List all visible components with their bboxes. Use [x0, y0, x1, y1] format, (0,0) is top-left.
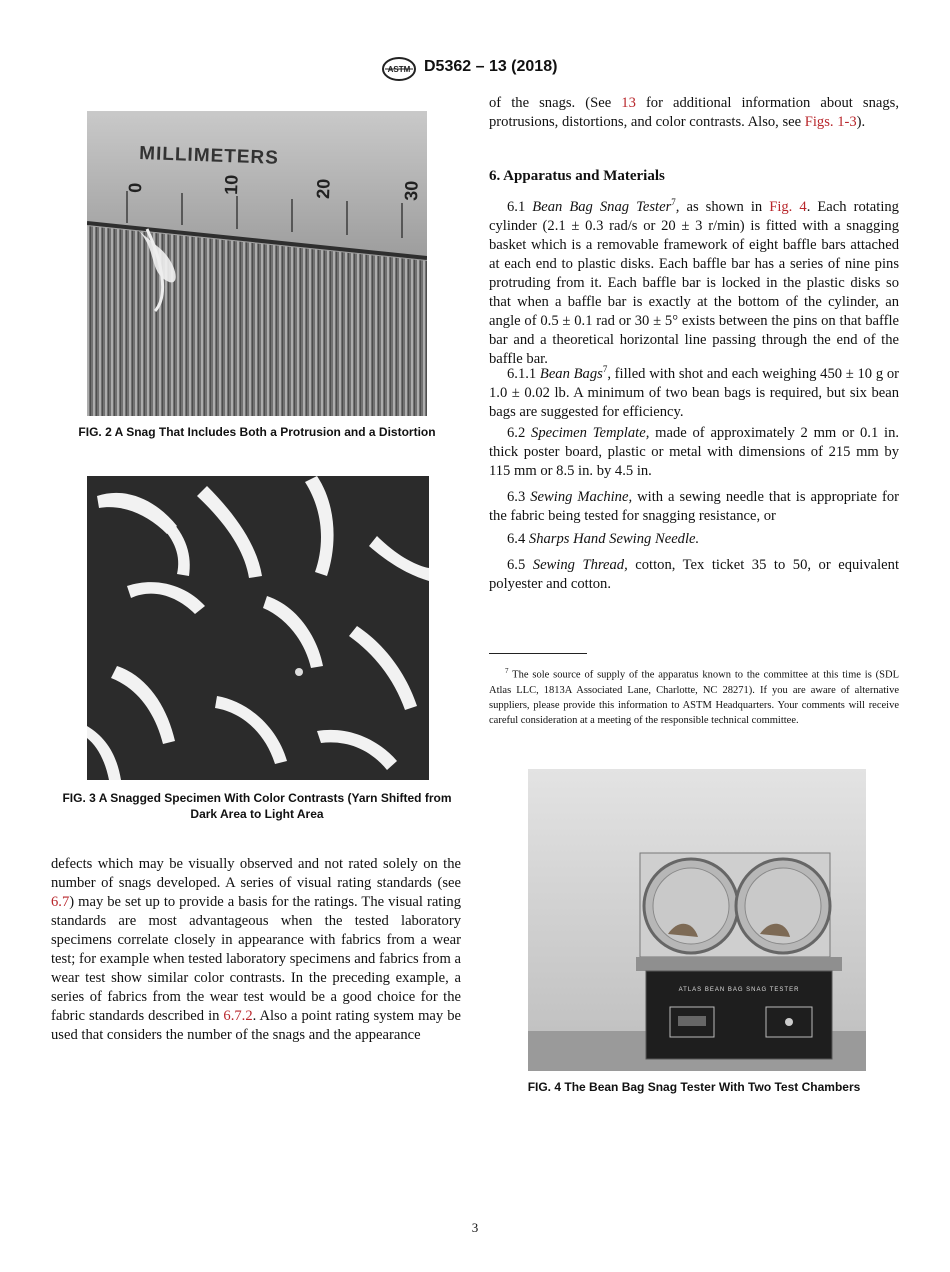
footnote-marker: 7 — [505, 667, 509, 675]
footnote-ref-7b[interactable]: 7 — [602, 364, 608, 374]
s62-number: 6.2 — [507, 425, 526, 441]
left-text-2: ) may be set up to provide a basis for the ratings. The visual rating standards are most advantageous when the tested laboratory specimens correlate closely in appearance with fabrics from a wear test; for example when tested laboratory specimens and fabrics from a wear test show similar color contrasts. In the preceding example, a series of fabrics from the wear test would be a good choice for the fabric standards described in — [51, 894, 461, 1024]
s61-text-2: . Each rotating cylinder (2.1 ± 0.3 rad/s or 20 ± 3 r/min) is fitted with a snagging basket which is a removable framework of eight baffle bars attached at each end to plastic disks. Each baffle bar has a series of nine pins protruding from it. Each baffle bar is locked in the plastic disks so that when a baffle bar is exactly at the bottom of the cylinder, an angle of 0.5 ± 0.1 rad or 30 ± 5° exists between the pins on that baffle bar and a theoretical horizontal line passing through the end of the baffle bar. — [489, 198, 899, 367]
s65-text: cotton, Tex ticket 35 to 50, or equivalent polyester and cotton. — [489, 557, 899, 592]
s611-text: , filled with shot and each weighing 450 ± 10 g or 1.0 ± 0.02 lb. A minimum of two bean bags is required, but six bean bags are suggested for efficiency. — [489, 365, 899, 420]
s63-text: with a sewing needle that is appropriate for the fabric being tested for snagging resistance, or — [489, 489, 899, 524]
cont-text-3: ). — [856, 114, 866, 130]
fig4-caption: FIG. 4 The Bean Bag Snag Tester With Two Test Chambers — [527, 1080, 861, 1094]
section-6-3 — [489, 488, 899, 526]
section-6-4 — [489, 530, 899, 549]
svg-text:ASTM: ASTM — [387, 65, 411, 74]
cont-text-1: of the snags. (See — [489, 95, 622, 111]
astm-logo — [381, 56, 417, 82]
link-figs-1-3[interactable]: Figs. 1-3 — [804, 114, 857, 130]
footnote-text: The sole source of supply of the apparatus known to the committee at this time is (SDL Atlas LLC, 1813A Associated Lane, Charlotte, NC 28271). If you are aware of alternative suppliers, please provide this information to ASTM Headquarters. Your comments will receive careful consideration at a meeting of the responsible technical committee. — [489, 669, 899, 726]
page-number: 3 — [471, 1220, 479, 1235]
s63-number: 6.3 — [507, 489, 526, 505]
footnote-ref-7a[interactable]: 7 — [671, 197, 676, 207]
fig3-photo — [87, 476, 429, 780]
link-6-7-2[interactable]: 6.7.2 — [223, 1008, 253, 1024]
cont-text-2: for additional information about snags, protrusions, distortions, and color contrasts. Also, see — [489, 95, 899, 130]
svg-text:20: 20 — [313, 178, 334, 200]
s611-number: 6.1.1 — [507, 365, 537, 382]
footnote — [489, 664, 899, 728]
svg-text:10: 10 — [221, 174, 242, 196]
svg-text:30: 30 — [401, 180, 422, 202]
s64-term: Sharps Hand Sewing Needle. — [528, 531, 700, 547]
s61-text-1: as shown in — [679, 198, 770, 215]
s61-comma: , — [675, 198, 680, 215]
link-fig-4[interactable]: Fig. 4 — [769, 198, 807, 215]
s65-number: 6.5 — [507, 557, 526, 573]
s61-number: 6.1 — [507, 198, 526, 215]
left-text-3: . Also a point rating system may be used that considers the number of the snags and the appearance — [51, 1008, 461, 1043]
svg-text:MILLIMETERS: MILLIMETERS — [138, 143, 280, 169]
continuation-paragraph — [489, 94, 899, 132]
footnote-rule — [489, 653, 587, 654]
page-header — [0, 56, 950, 84]
link-6-7[interactable]: 6.7 — [51, 894, 70, 910]
svg-text:ATLAS BEAN BAG SNAG TESTER: ATLAS BEAN BAG SNAG TESTER — [678, 987, 800, 993]
section-6-5 — [489, 556, 899, 594]
fig4-photo — [528, 769, 866, 1071]
s611-term: Bean Bags — [539, 365, 603, 382]
section-6-1-1 — [489, 360, 899, 422]
left-text-1: defects which may be visually observed and not rated solely on the number of snags developed. A series of visual rating standards (see — [51, 856, 461, 891]
s63-term: Sewing Machine, — [530, 489, 633, 505]
link-section-13[interactable]: 13 — [621, 95, 636, 111]
s61-term: Bean Bag Snag Tester — [532, 198, 672, 215]
svg-text:0: 0 — [125, 182, 146, 194]
section-6-1 — [489, 193, 899, 369]
document-designation: D5362 – 13 (2018) — [424, 58, 558, 75]
section-heading: 6. Apparatus and Materials — [489, 168, 665, 184]
s64-number: 6.4 — [507, 531, 526, 547]
left-paragraph — [51, 855, 461, 1045]
s62-text: made of approximately 2 mm or 0.1 in. thick poster board, plastic or metal with dimensions of 215 mm by 115 mm or 8.5 in. by 4.5 in. — [489, 425, 900, 479]
s65-term: Sewing Thread, — [532, 557, 628, 573]
fig3-caption: FIG. 3 A Snagged Specimen With Color Contrasts (Yarn Shifted from Dark Area to Light Area — [62, 791, 452, 821]
fig2-caption: FIG. 2 A Snag That Includes Both a Protrusion and a Distortion — [78, 425, 436, 439]
fig2-photo — [87, 111, 427, 416]
s62-term: Specimen Template, — [531, 425, 650, 441]
section-6-2 — [489, 424, 899, 481]
